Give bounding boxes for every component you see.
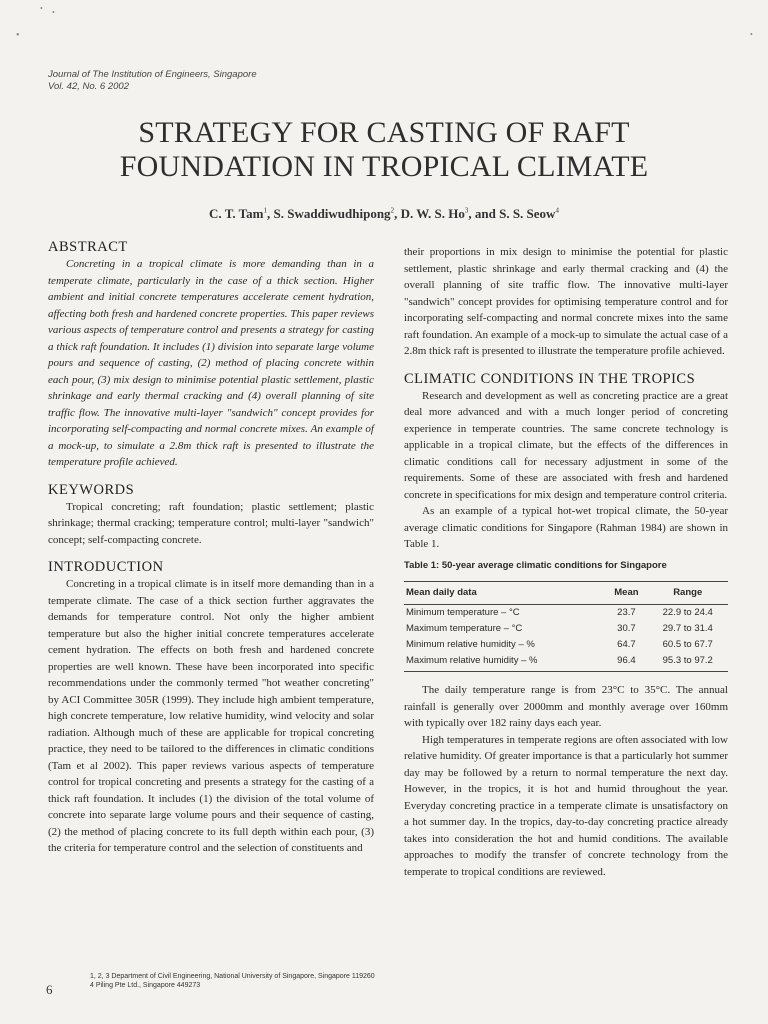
author-4: and S. S. Seow bbox=[474, 206, 556, 221]
table-row bbox=[404, 653, 728, 672]
table-header-row bbox=[404, 581, 728, 605]
table-cell: 95.3 to 97.2 bbox=[647, 653, 728, 672]
footnote-1: 1, 2, 3 Department of Civil Engineering, National University of Singapore, Singapore 119260 bbox=[90, 973, 375, 980]
author-1: C. T. Tam bbox=[209, 206, 264, 221]
introduction-continued: their proportions in mix design to minimise the potential for plastic settlement, plastic shrinkage and early thermal cracking and (4) the overall planning of site traffic flow. The innovative multi-layer "sandwich" concept provides for optimising temperature control and for incorporating self-compacting and normal concrete mixes into the same raft foundation. An example of a mock-up to simulate the actual case of a 2.8m thick raft is presented to illustrate the temperature profile achieved. bbox=[404, 246, 728, 357]
keywords-text: Tropical concreting; raft foundation; plastic settlement; plastic shrinkage; thermal cracking; temperature control; multi-layer "sandwich" concept; self-compacting concrete. bbox=[48, 500, 374, 546]
page-number: 6 bbox=[46, 982, 53, 997]
author-4-affiliation: 4 bbox=[555, 206, 559, 215]
table-cell: 29.7 to 31.4 bbox=[662, 623, 713, 634]
left-column bbox=[48, 238, 374, 857]
journal-header bbox=[48, 69, 257, 93]
table-row bbox=[404, 621, 728, 637]
author-list: C. T. Tam$^1$, S. Swaddiwudhipong$^2$, D. W. S. Ho$^3$, and S. S. Seow$^4$ bbox=[209, 206, 559, 221]
paper-title bbox=[0, 116, 768, 184]
table-caption: Table 1: 50-year average climatic conditions for Singapore bbox=[404, 559, 667, 571]
climatic-paragraph-2: As an example of a typical hot-wet tropical climate, the 50-year average climatic conditions for Singapore (Rahman 1984) are shown in Table 1. bbox=[404, 505, 728, 550]
climatic-paragraph-3: The daily temperature range is from 23°C to 35°C. The annual rainfall is generally over 2000mm and monthly average over 160mm with typically over 182 rainy days each year. bbox=[404, 684, 728, 729]
scan-mark: • bbox=[16, 30, 20, 41]
climatic-heading: CLIMATIC CONDITIONS IN THE TROPICS bbox=[404, 370, 696, 387]
climate-table bbox=[404, 581, 728, 673]
table-header-cell: Mean bbox=[605, 581, 647, 605]
table-header-cell: Range bbox=[647, 581, 728, 605]
footnote-2: 4 Piling Pte Ltd., Singapore 449273 bbox=[90, 982, 201, 989]
journal-volume: Vol. 42, No. 6 2002 bbox=[48, 81, 129, 92]
abstract-text: Concreting in a tropical climate is more demanding than in a temperate climate, particularly in the case of a thick section. Higher ambient and initial concrete temperatures accelerate cement hydration, affecting both fresh and hardened concrete properties. This paper reviews various aspects of temperature control and presents a strategy for casting a thick raft foundation. It includes (1) division into separate large volume pours and sequence of casting, (2) method of placing concrete within each pour, (3) mix design to minimise potential plastic settlement, plastic shrinkage and early thermal cracking and (4) overall planning of site traffic flow. The innovative multi-layer "sandwich" concept provides for incorporating self-compacting and normal concrete mixes. An example of a mock-up, to simulate a 2.8m thick raft is presented to illustrate the temperature profile achieved. bbox=[48, 258, 374, 468]
climatic-paragraph-4: High temperatures in temperate regions are often associated with low relative humidity. Of greater importance is that a particularly hot summer day may be followed by a return to normal temperature the next day. However, in the tropics, it is hot and humid throughout the year. Everyday concreting practice in a temperate climate is unsatisfactory on a hot summer day. In the tropics, day-to-day concreting practice already takes into consideration the hot and humid conditions. The available approaches to modify the transfer of concrete technology from the temperate to tropical conditions are reviewed. bbox=[404, 733, 728, 878]
keywords-heading: KEYWORDS bbox=[48, 481, 135, 498]
author-2-affiliation: 2 bbox=[390, 206, 395, 215]
author-1-affiliation: 1 bbox=[263, 206, 267, 215]
scan-mark: • bbox=[40, 4, 43, 13]
table-row bbox=[404, 637, 728, 653]
table-cell: 60.5 to 67.7 bbox=[662, 639, 713, 650]
journal-name: Journal of The Institution of Engineers, Singapore bbox=[48, 69, 257, 80]
author-3-affiliation: 3 bbox=[464, 206, 469, 215]
author-2: S. Swaddiwudhipong bbox=[273, 206, 391, 221]
climatic-paragraph-1: Research and development as well as concreting practice are a great deal more advanced and with a much longer period of concreting experience in temperate countries. The same concrete technology is applicable in a tropical climate, but the effects of the differences in climatic conditions call for necessary adjustment in some of the requirements. Some of these are associated with fresh and hardened concrete in specifications for mix design and temperature control criteria. bbox=[404, 389, 728, 501]
table-cell: Maximum relative humidity – % bbox=[404, 653, 605, 672]
title-line-2: FOUNDATION IN TROPICAL CLIMATE bbox=[119, 150, 649, 183]
scan-mark: • bbox=[52, 8, 55, 17]
footnotes bbox=[90, 972, 375, 990]
table-cell: 30.7 bbox=[617, 623, 636, 634]
table-cell: 96.4 bbox=[605, 653, 647, 672]
table-cell: 22.9 to 24.4 bbox=[662, 607, 713, 618]
introduction-text: Concreting in a tropical climate is in itself more demanding than in a temperate climate. The case of a thick section further aggravates the demands for temperature control. Not only the higher ambient temperature but also the higher initial concrete temperatures accelerate cement hydration. The effects on both fresh and hardened concrete properties are well known. These have been incorporated into specific recommendations under the commonly termed "hot weather concreting" by ACI Committee 305R (1999). They include high ambient temperature, high concrete temperature, low relative humidity, wind velocity and solar radiation. Although much of these are applicable for tropical concreting practice, they need to be tailored to the differences in climatic conditions (Tam et al 2002). This paper reviews various aspects of temperature control for tropical concreting and presents a strategy for the casting of a thick raft foundation. It includes (1) the division of the total volume of concrete into separate large volume pours and their sequence of casting, (2) the method of placing concrete to its full depth within each pour, (3) the criteria for temperature control and the selection of constituents and bbox=[48, 578, 374, 854]
right-column bbox=[404, 244, 728, 880]
author-3: D. W. S. Ho bbox=[400, 206, 465, 221]
table-cell: Minimum temperature – °C bbox=[406, 607, 520, 618]
table-cell: 64.7 bbox=[617, 639, 636, 650]
table-cell: Minimum relative humidity – % bbox=[406, 639, 535, 650]
title-line-1: STRATEGY FOR CASTING OF RAFT bbox=[138, 116, 630, 149]
scan-mark: • bbox=[750, 30, 753, 39]
abstract-heading: ABSTRACT bbox=[48, 239, 128, 255]
introduction-heading: INTRODUCTION bbox=[48, 559, 164, 575]
table-row bbox=[404, 605, 728, 622]
table-header-cell: Mean daily data bbox=[404, 581, 605, 605]
table-cell: Maximum temperature – °C bbox=[406, 623, 523, 634]
table-cell: 23.7 bbox=[617, 607, 636, 618]
